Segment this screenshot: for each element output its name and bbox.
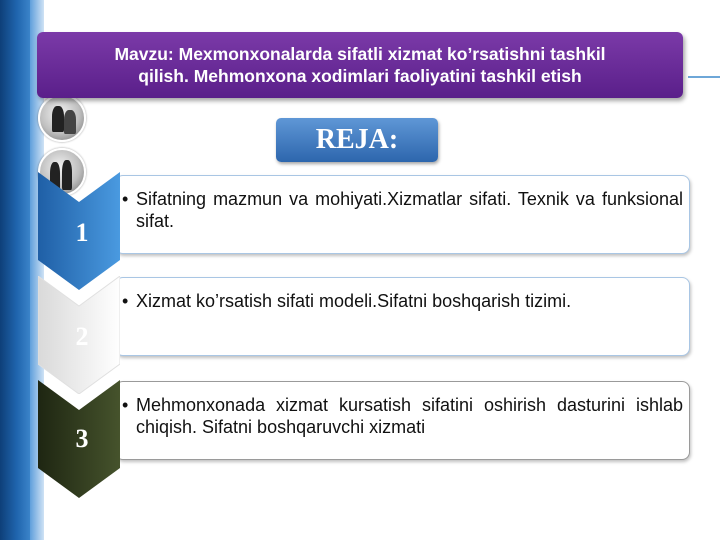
- topic-title-line-1: Mavzu: Mexmonxonalarda sifatli xizmat ko’rsatishni tashkil: [114, 44, 606, 64]
- bullet-marker: •: [122, 395, 129, 415]
- topic-title-banner: [37, 32, 683, 98]
- bullet-marker: •: [122, 291, 129, 311]
- business-people-photo: [38, 94, 86, 142]
- plan-item-3-text: Mehmonxonada xizmat kursatish sifatini oshirish dasturini ishlab chiqish. Sifatni boshqaruvchi xizmati: [136, 395, 683, 437]
- plan-item-3-number: 3: [75, 424, 89, 453]
- topic-title-line-2: qilish. Mehmonxona xodimlari faoliyatini tashkil etish: [138, 66, 582, 86]
- left-decorative-band: [0, 0, 30, 540]
- plan-item-2-number: 2: [75, 322, 89, 351]
- plan-item-3: [115, 381, 690, 460]
- plan-item-1-number: 1: [75, 218, 89, 247]
- plan-item-2: [115, 277, 690, 356]
- bullet-marker: •: [122, 189, 129, 209]
- plan-item-2-text: Xizmat ko’rsatish sifati modeli.Sifatni boshqarish tizimi.: [136, 291, 572, 311]
- title-right-rule: [688, 76, 720, 78]
- plan-heading: REJA:: [276, 118, 438, 162]
- plan-item-1: [115, 175, 690, 254]
- plan-item-1-text: Sifatning mazmun va mohiyati.Xizmatlar sifati. Texnik va funksional sifat.: [136, 189, 683, 231]
